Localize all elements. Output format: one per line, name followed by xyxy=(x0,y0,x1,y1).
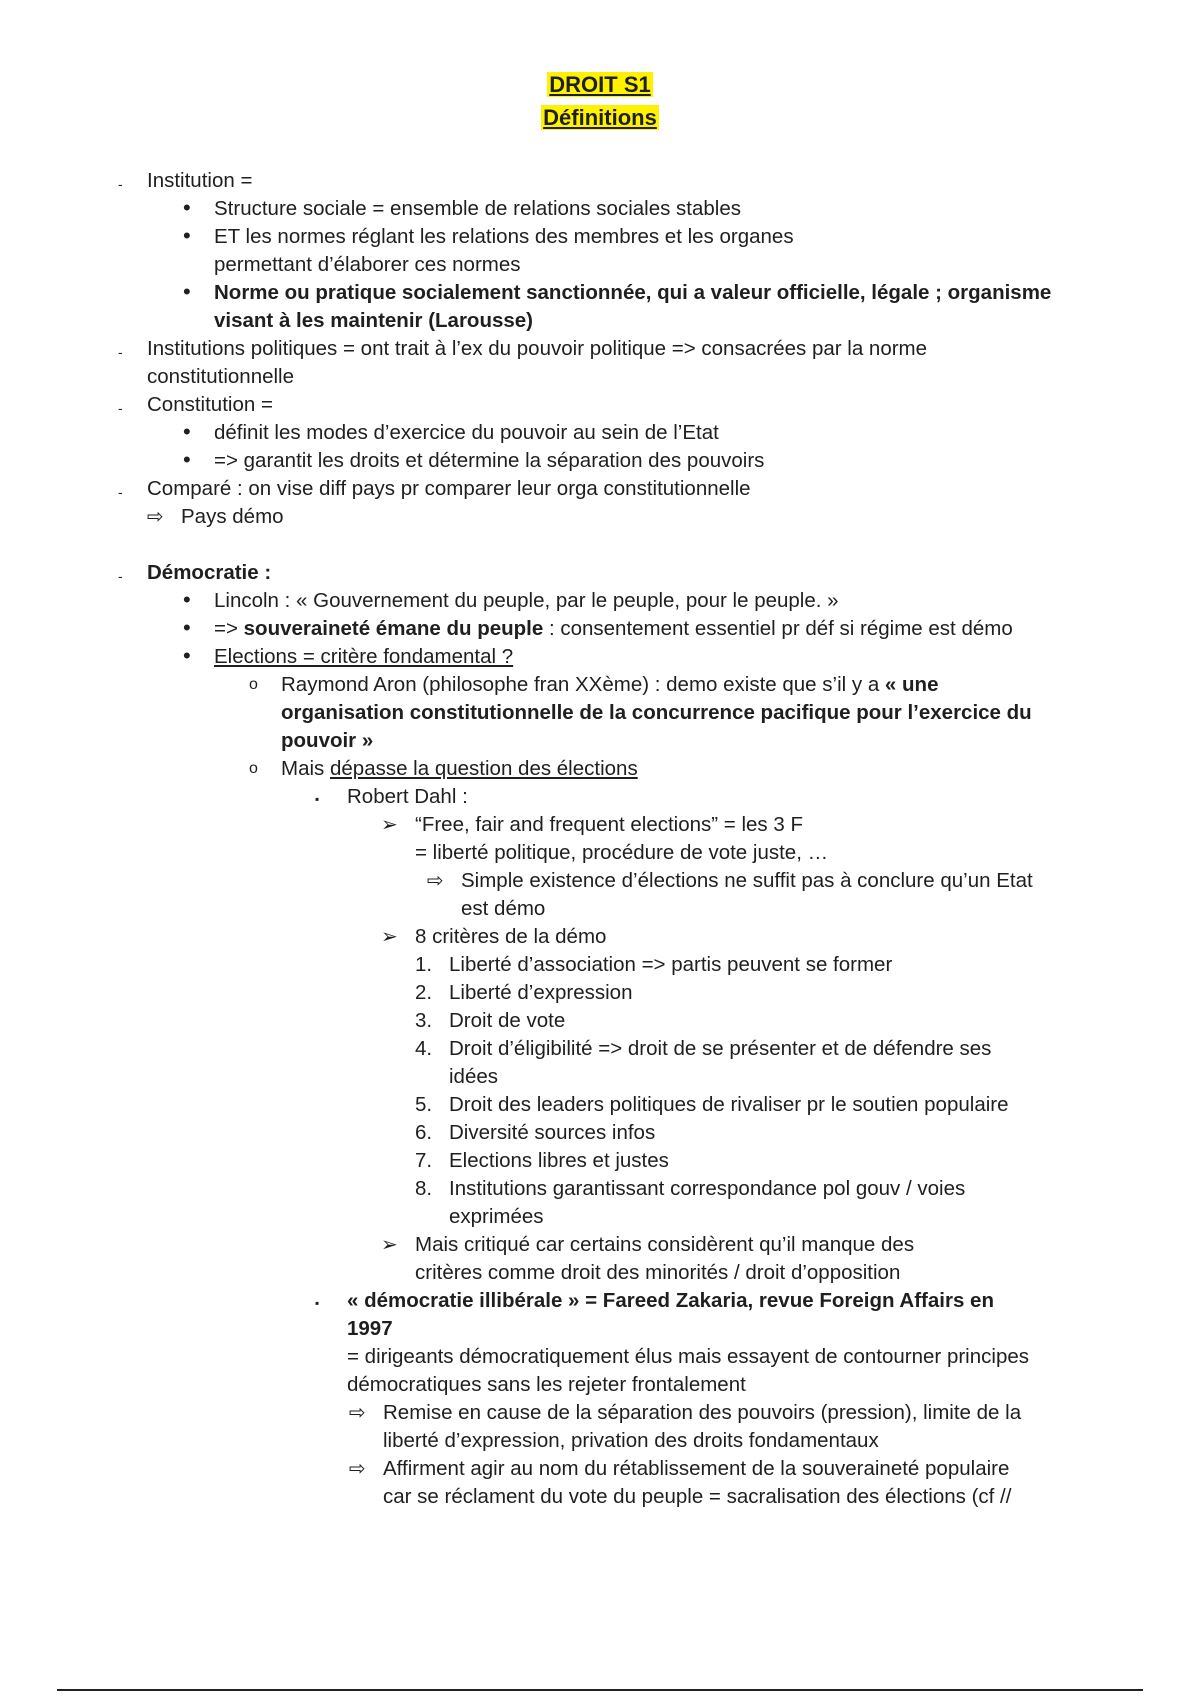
dot-bullet: • xyxy=(183,643,191,668)
dot-bullet: • xyxy=(183,587,191,612)
line-simple-existence: Simple existence d’élections ne suffit pas à conclure qu’un Etat xyxy=(461,869,1033,892)
dot-bullet: • xyxy=(183,615,191,640)
line-dirigeants-cont: démocratiques sans les rejeter frontalement xyxy=(347,1373,746,1396)
criterion-number: 3. xyxy=(415,1009,433,1032)
line-8-criteres: 8 critères de la démo xyxy=(415,925,607,948)
criterion-number: 7. xyxy=(415,1149,433,1172)
line-normes-cont: permettant d’élaborer ces normes xyxy=(214,253,521,276)
hollow-arrow-icon: ⇨ xyxy=(427,870,444,892)
arrowhead-bullet-icon: ➢ xyxy=(381,814,398,836)
dot-bullet: • xyxy=(183,447,191,472)
line-3f: “Free, fair and frequent elections” = les 3 F xyxy=(415,813,803,836)
dot-bullet: • xyxy=(183,279,191,304)
arrowhead-bullet-icon: ➢ xyxy=(381,926,398,948)
criterion-item: Droit d’éligibilité => droit de se présenter et de défendre ses xyxy=(449,1037,992,1060)
line-liberte-politique: = liberté politique, procédure de vote juste, … xyxy=(415,841,829,864)
line-structure-sociale: Structure sociale = ensemble de relations sociales stables xyxy=(214,197,742,220)
line-raymond-aron-text: Raymond Aron (philosophe fran XXème) : demo existe que s’il y a xyxy=(281,673,885,696)
criterion-item-cont: exprimées xyxy=(449,1205,544,1228)
line-remise-en-cause: Remise en cause de la séparation des pouvoirs (pression), limite de la xyxy=(383,1401,1022,1424)
line-democratie-illiberale-year: 1997 xyxy=(347,1317,393,1340)
line-depasse-prefix: Mais xyxy=(281,757,330,780)
square-bullet: ▪ xyxy=(315,1296,320,1310)
dot-bullet: • xyxy=(183,419,191,444)
line-affirment-cont: car se réclament du vote du peuple = sacralisation des élections (cf // xyxy=(383,1485,1012,1508)
hollow-arrow-icon: ⇨ xyxy=(147,506,164,528)
line-souverainete xyxy=(214,614,1013,644)
line-compare: Comparé : on vise diff pays pr comparer leur orga constitutionnelle xyxy=(147,477,751,500)
line-constitution-def1: définit les modes d’exercice du pouvoir au sein de l’Etat xyxy=(214,421,719,444)
line-critique: Mais critiqué car certains considèrent qu’il manque des xyxy=(415,1233,915,1256)
criterion-item: Liberté d’association => partis peuvent se former xyxy=(449,953,893,976)
line-souverainete-prefix: => xyxy=(214,617,244,640)
square-bullet: ▪ xyxy=(315,792,320,806)
criterion-item: Droit de vote xyxy=(449,1009,566,1032)
line-remise-en-cause-cont: liberté d’expression, privation des droits fondamentaux xyxy=(383,1429,879,1452)
line-souverainete-rest: : consentement essentiel pr déf si régime est démo xyxy=(543,617,1013,640)
criterion-number: 2. xyxy=(415,981,433,1004)
line-dirigeants: = dirigeants démocratiquement élus mais essayent de contourner principes xyxy=(347,1345,1029,1368)
circle-bullet: o xyxy=(249,760,258,777)
criterion-number: 8. xyxy=(415,1177,433,1200)
line-affirment: Affirment agir au nom du rétablissement de la souveraineté populaire xyxy=(383,1457,1010,1480)
line-robert-dahl: Robert Dahl : xyxy=(347,785,468,808)
line-larousse-def: Norme ou pratique socialement sanctionnée, qui a valeur officielle, légale ; organisme xyxy=(214,281,1052,304)
line-elections-critere-text: Elections = critère fondamental ? xyxy=(214,645,514,668)
line-normes: ET les normes réglant les relations des membres et les organes xyxy=(214,225,794,248)
document-subtitle: Définitions xyxy=(543,105,657,130)
criterion-item: Droit des leaders politiques de rivaliser pr le soutien populaire xyxy=(449,1093,1009,1116)
line-critique-cont: critères comme droit des minorités / droit d’opposition xyxy=(415,1261,901,1284)
line-aron-quote-end: pouvoir » xyxy=(281,729,374,752)
dash-bullet: - xyxy=(118,344,123,360)
criterion-item: Elections libres et justes xyxy=(449,1149,669,1172)
dash-bullet: - xyxy=(118,568,123,584)
dot-bullet: • xyxy=(183,195,191,220)
criterion-item-cont: idées xyxy=(449,1065,499,1088)
criterion-number: 5. xyxy=(415,1093,433,1116)
line-constitution-def2: => garantit les droits et détermine la séparation des pouvoirs xyxy=(214,449,765,472)
dash-bullet: - xyxy=(118,400,123,416)
page-divider xyxy=(57,1689,1143,1691)
dot-bullet: • xyxy=(183,223,191,248)
dash-bullet: - xyxy=(118,176,123,192)
line-elections-critere xyxy=(214,642,513,672)
line-simple-existence-cont: est démo xyxy=(461,897,546,920)
criterion-item: Liberté d’expression xyxy=(449,981,633,1004)
dash-bullet: - xyxy=(118,484,123,500)
criterion-number: 4. xyxy=(415,1037,433,1060)
line-lincoln: Lincoln : « Gouvernement du peuple, par le peuple, pour le peuple. » xyxy=(214,589,839,612)
line-larousse-def-cont: visant à les maintenir (Larousse) xyxy=(214,309,534,332)
hollow-arrow-icon: ⇨ xyxy=(349,1402,366,1424)
line-pays-demo: Pays démo xyxy=(181,505,284,528)
criterion-item: Diversité sources infos xyxy=(449,1121,656,1144)
line-aron-quote-cont: organisation constitutionnelle de la concurrence pacifique pour l’exercice du xyxy=(281,701,1032,724)
line-institutions-politiques: Institutions politiques = ont trait à l’ex du pouvoir politique => consacrées par la norme xyxy=(147,337,928,360)
circle-bullet: o xyxy=(249,676,258,693)
document-title: DROIT S1 xyxy=(549,72,651,97)
line-depasse-elections xyxy=(281,754,638,784)
line-democratie-heading: Démocratie : xyxy=(147,561,272,584)
line-institution: Institution = xyxy=(147,169,253,192)
hollow-arrow-icon: ⇨ xyxy=(349,1458,366,1480)
line-raymond-aron-quote: « une xyxy=(884,673,939,696)
criterion-number: 1. xyxy=(415,953,433,976)
line-democratie-illiberale: « démocratie illibérale » = Fareed Zakaria, revue Foreign Affairs en xyxy=(347,1289,994,1312)
line-souverainete-bold: souveraineté émane du peuple xyxy=(243,617,544,640)
line-raymond-aron xyxy=(281,670,938,700)
criterion-item: Institutions garantissant correspondance pol gouv / voies xyxy=(449,1177,966,1200)
line-constitution: Constitution = xyxy=(147,393,273,416)
line-institutions-politiques-cont: constitutionnelle xyxy=(147,365,295,388)
criterion-number: 6. xyxy=(415,1121,433,1144)
line-depasse-underlined: dépasse la question des élections xyxy=(329,757,638,780)
arrowhead-bullet-icon: ➢ xyxy=(381,1234,398,1256)
